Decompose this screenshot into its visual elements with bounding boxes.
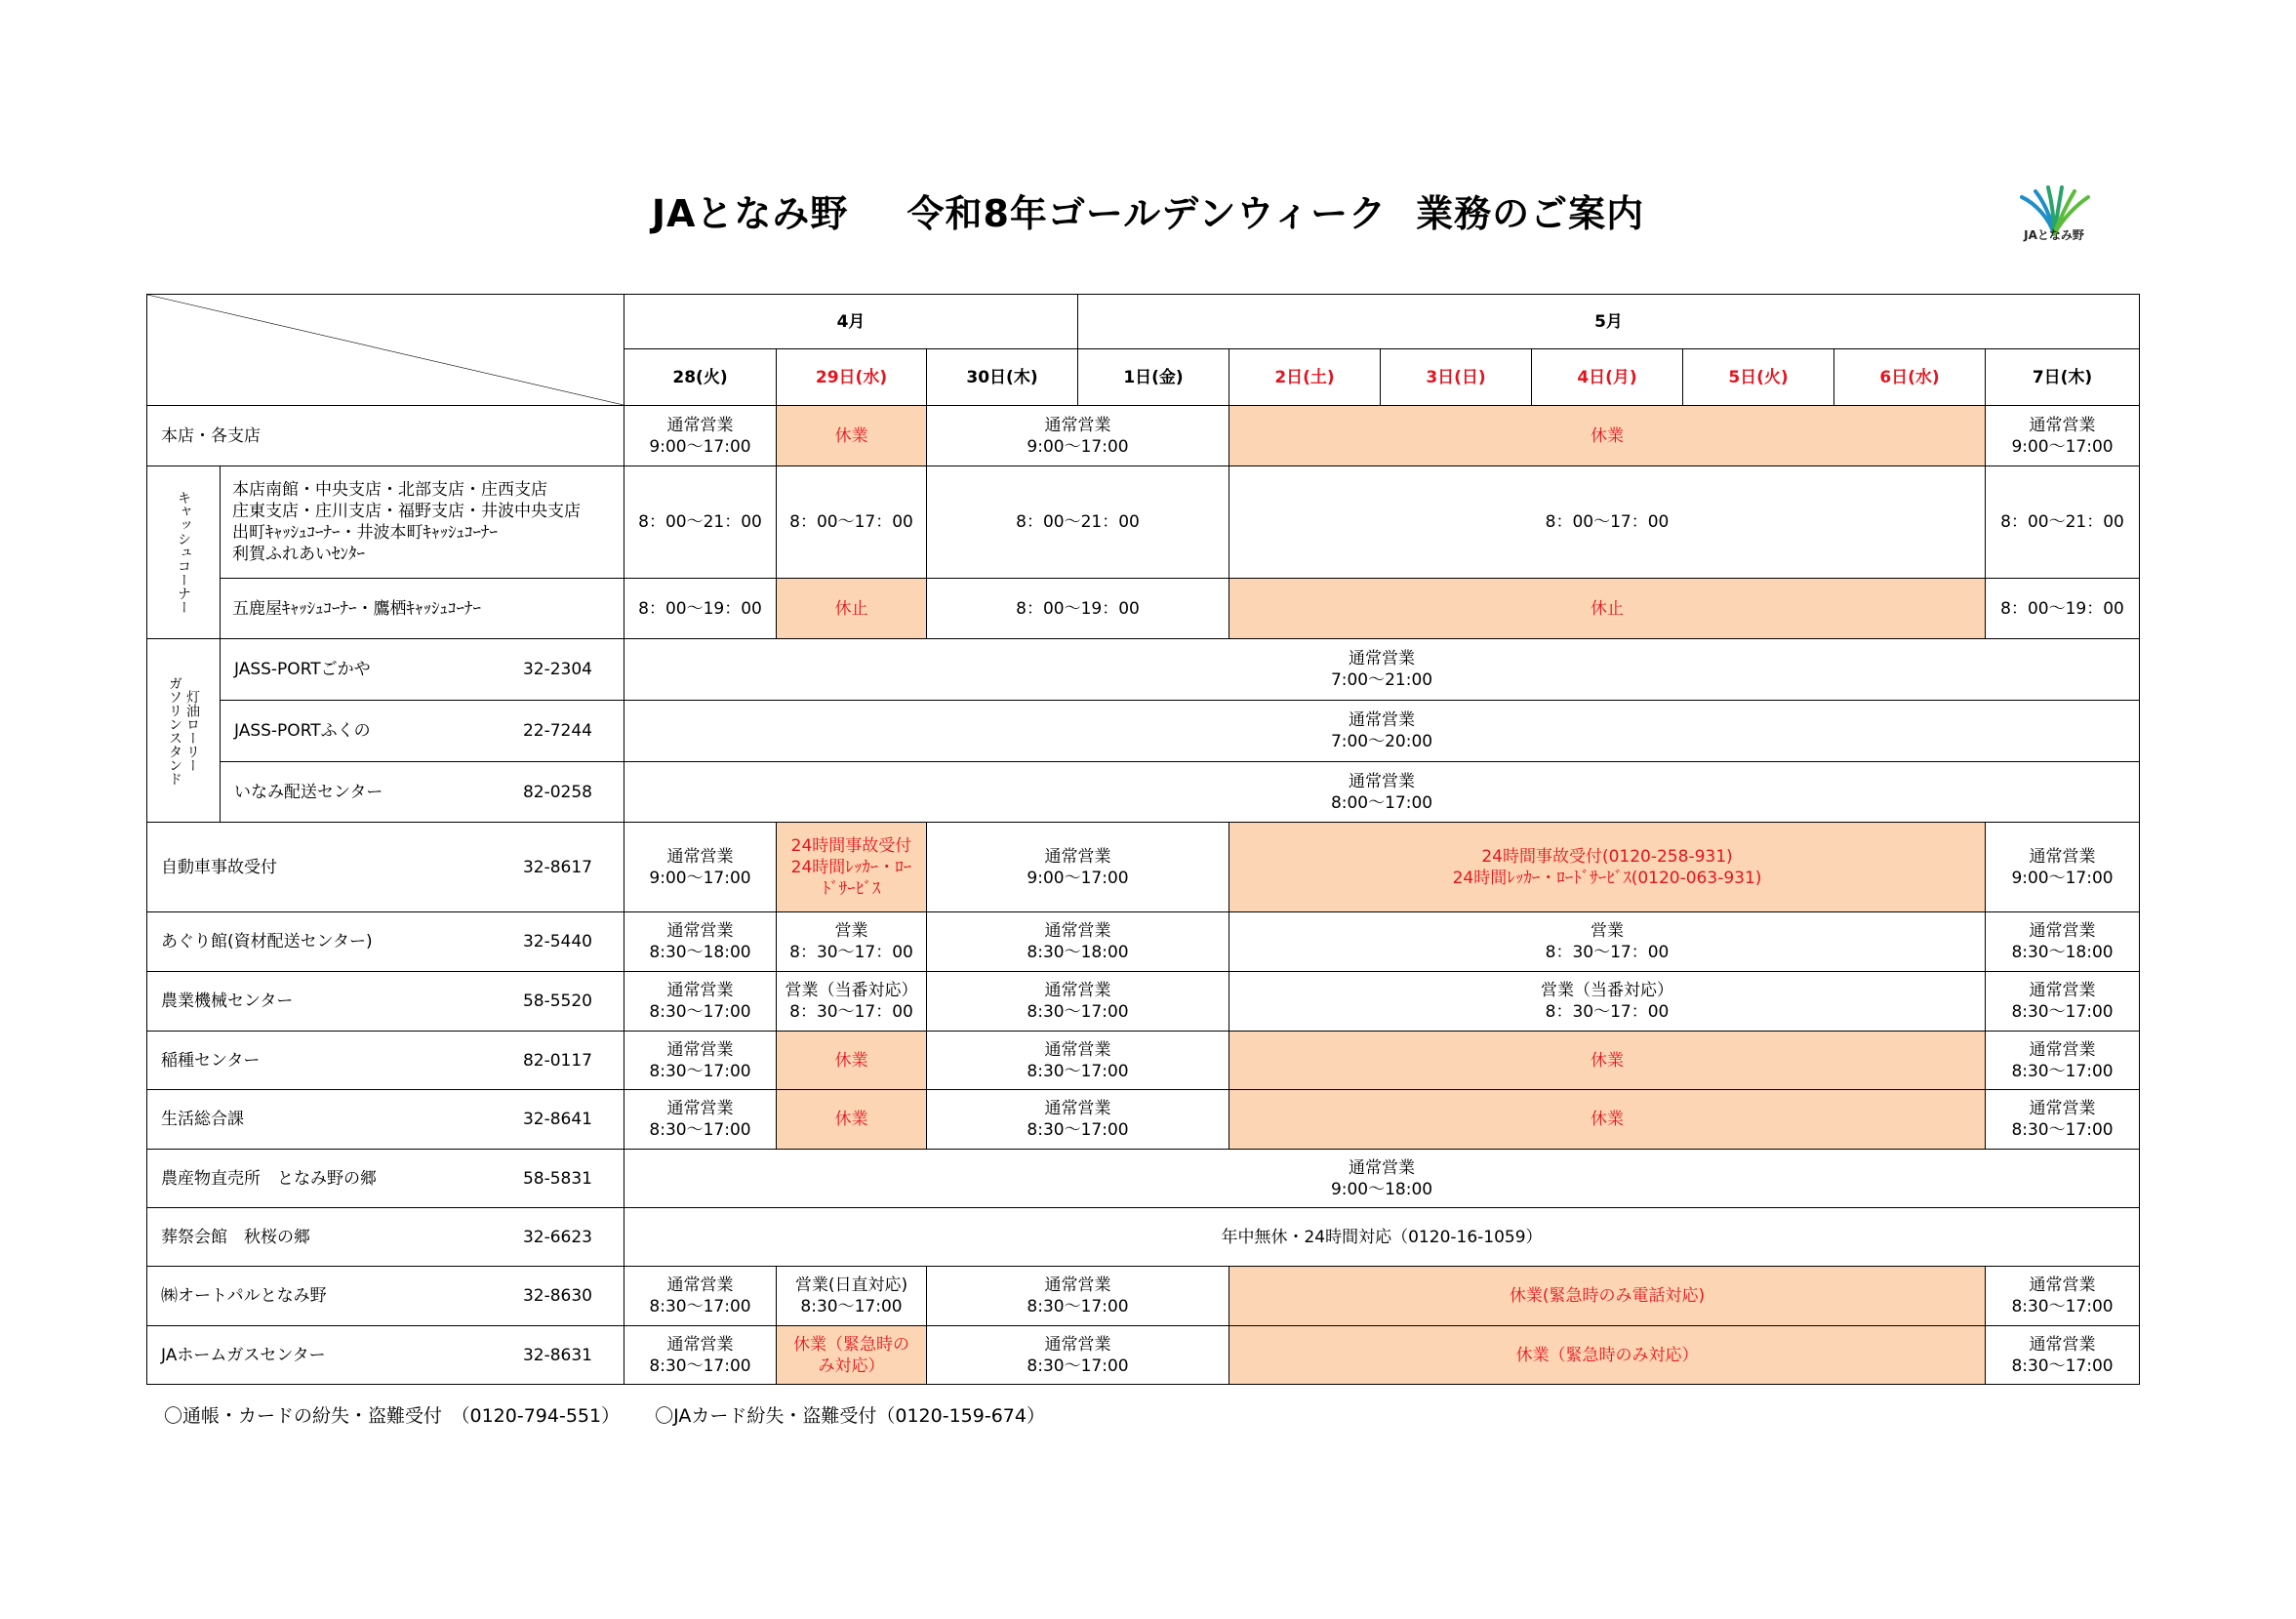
cell: 通常営業 7:00～20:00 [624, 701, 2140, 762]
cell: 通常営業 8:30～18:00 [624, 912, 777, 972]
phone-number: 58-5831 [522, 1168, 592, 1189]
table-row [147, 1208, 2140, 1267]
schedule-table [146, 294, 2140, 1385]
cell: 通常営業 9:00～17:00 [927, 823, 1229, 912]
row-label: 農産物直売所 となみ野の郷 58-5831 [147, 1150, 624, 1208]
title-period: 令和8年ゴールデンウィーク [906, 192, 1388, 235]
cell: 通常営業 8:30～17:00 [1986, 1090, 2140, 1150]
day-header: 4日(月) [1532, 349, 1683, 406]
cell: 8：00～21：00 [1986, 466, 2140, 579]
table-row [147, 579, 2140, 639]
cell: 通常営業 8:30～17:00 [624, 1090, 777, 1150]
cell-closed: 休業（緊急時の み対応） [777, 1326, 927, 1385]
note-lost-card: 〇通帳・カードの紛失・盗難受付 （0120-794-551） [164, 1405, 621, 1427]
table-row [147, 823, 2140, 912]
row-label: 本店南館・中央支店・北部支店・庄西支店 庄東支店・庄川支店・福野支店・井波中央支店 出町ｷｬｯｼｭｺｰﾅｰ・井波本町ｷｬｯｼｭｺｰﾅｰ 利賀ふれあいｾﾝﾀｰ [221, 466, 624, 579]
cell: 8：00～19：00 [624, 579, 777, 639]
phone-number: 22-7244 [522, 721, 592, 741]
cell: 通常営業 8:30～18:00 [1986, 912, 2140, 972]
footer-notes [164, 1401, 1045, 1428]
row-label: 五鹿屋ｷｬｯｼｭｺｰﾅｰ・鷹栖ｷｬｯｼｭｺｰﾅｰ [221, 579, 624, 639]
title-org: JAとなみ野 [651, 192, 849, 235]
cell: 通常営業 8:30～17:00 [1986, 972, 2140, 1032]
cell: 営業（当番対応） 8：30～17：00 [1229, 972, 1986, 1032]
cell: 8：00～21：00 [624, 466, 777, 579]
cell: 営業（当番対応） 8：30～17：00 [777, 972, 927, 1032]
cell: 8：00～19：00 [927, 579, 1229, 639]
cell-closed: 休業 [1229, 406, 1986, 466]
cell: 通常営業 9:00～17:00 [1986, 406, 2140, 466]
row-label: JASS-PORTふくの 22-7244 [221, 701, 624, 762]
cell-closed: 休業（緊急時のみ対応） [1229, 1326, 1986, 1385]
cell-closed: 休業 [777, 406, 927, 466]
table-row [147, 912, 2140, 972]
table-row [147, 762, 2140, 823]
day-header: 29日(水) [777, 349, 927, 406]
day-header: 2日(土) [1229, 349, 1381, 406]
group-label-cash: キャッシュコーナー [147, 466, 221, 639]
phone-number: 82-0117 [522, 1050, 592, 1071]
note-ja-card: 〇JAカード紛失・盗難受付（0120-159-674） [655, 1405, 1045, 1427]
cell: 通常営業 8:30～17:00 [927, 1090, 1229, 1150]
phone-number: 58-5520 [522, 992, 592, 1011]
cell: 営業 8：30～17：00 [1229, 912, 1986, 972]
cell: 8：00～21：00 [927, 466, 1229, 579]
cell: 営業 8：30～17：00 [777, 912, 927, 972]
day-header: 7日(木) [1986, 349, 2140, 406]
cell-closed: 休業 [777, 1090, 927, 1150]
table-row [147, 466, 2140, 579]
logo-text: JAとなみ野 [2024, 228, 2084, 242]
cell: 通常営業 9:00～17:00 [927, 406, 1229, 466]
row-label: ㈱オートパルとなみ野 32-8630 [147, 1267, 624, 1326]
phone-number: 32-8631 [522, 1345, 592, 1365]
table-row [147, 1326, 2140, 1385]
cell: 通常営業 9:00～17:00 [1986, 823, 2140, 912]
cell: 通常営業 8:30～17:00 [927, 1326, 1229, 1385]
title-subject: 業務のご案内 [1416, 192, 1645, 235]
cell: 8：00～19：00 [1986, 579, 2140, 639]
row-label: いなみ配送センター 82-0258 [221, 762, 624, 823]
table-row [147, 1090, 2140, 1150]
day-header: 5日(火) [1683, 349, 1834, 406]
phone-number: 82-0258 [522, 782, 592, 802]
row-label: 本店・各支店 [147, 406, 624, 466]
cell: 通常営業 8:30～17:00 [927, 1032, 1229, 1090]
table-row [147, 1150, 2140, 1208]
cell: 営業(日直対応) 8:30～17:00 [777, 1267, 927, 1326]
phone-number: 32-8617 [522, 857, 592, 877]
table-row [147, 639, 2140, 701]
cell: 通常営業 9:00～17:00 [624, 406, 777, 466]
day-header: 3日(日) [1381, 349, 1532, 406]
cell-closed: 休業 [777, 1032, 927, 1090]
cell-closed: 休業 [1229, 1090, 1986, 1150]
cell: 通常営業 8:00～17:00 [624, 762, 2140, 823]
table-row [147, 972, 2140, 1032]
day-header: 1日(金) [1078, 349, 1229, 406]
cell-closed: 休業(緊急時のみ電話対応) [1229, 1267, 1986, 1326]
row-label: 葬祭会館 秋桜の郷 32-6623 [147, 1208, 624, 1267]
day-header: 6日(水) [1834, 349, 1986, 406]
cell-closed: 休止 [777, 579, 927, 639]
cell: 通常営業 9:00～17:00 [624, 823, 777, 912]
group-label-gas: ガソリンスタンド 灯油ローリー [147, 639, 221, 823]
day-header: 28(火) [624, 349, 777, 406]
cell: 通常営業 8:30～17:00 [1986, 1032, 2140, 1090]
phone-number: 32-8630 [522, 1286, 592, 1306]
corner-cell [147, 295, 624, 406]
row-label: 生活総合課 32-8641 [147, 1090, 624, 1150]
cell-closed: 休業 [1229, 1032, 1986, 1090]
month-april: 4月 [624, 295, 1078, 349]
cell: 通常営業 8:30～17:00 [624, 1032, 777, 1090]
cell-closed: 24時間事故受付 24時間ﾚｯｶｰ・ﾛｰ ﾄﾞｻｰﾋﾞｽ [777, 823, 927, 912]
table-row [147, 1032, 2140, 1090]
phone-number: 32-6623 [522, 1227, 592, 1247]
cell: 通常営業 8:30～17:00 [927, 1267, 1229, 1326]
cell: 通常営業 9:00～18:00 [624, 1150, 2140, 1208]
cell: 通常営業 8:30～17:00 [927, 972, 1229, 1032]
row-label: JASS-PORTごかや 32-2304 [221, 639, 624, 701]
row-label: あぐり館(資材配送センター) 32-5440 [147, 912, 624, 972]
phone-number: 32-2304 [522, 660, 592, 679]
page-title [0, 183, 2296, 237]
month-may: 5月 [1078, 295, 2140, 349]
row-label: 自動車事故受付 32-8617 [147, 823, 624, 912]
table-row [147, 1267, 2140, 1326]
table-row [147, 406, 2140, 466]
cell: 通常営業 8:30～17:00 [624, 972, 777, 1032]
cell: 通常営業 7:00～21:00 [624, 639, 2140, 701]
cell: 通常営業 8:30～18:00 [927, 912, 1229, 972]
row-label: 稲種センター 82-0117 [147, 1032, 624, 1090]
cell: 8：00～17：00 [1229, 466, 1986, 579]
row-label: JAホームガスセンター 32-8631 [147, 1326, 624, 1385]
cell: 8：00～17：00 [777, 466, 927, 579]
cell: 通常営業 8:30～17:00 [1986, 1326, 2140, 1385]
phone-number: 32-5440 [522, 932, 592, 951]
phone-number: 32-8641 [522, 1110, 592, 1129]
day-header: 30日(木) [927, 349, 1078, 406]
cell-closed: 24時間事故受付(0120-258-931) 24時間ﾚｯｶｰ・ﾛｰﾄﾞｻｰﾋﾞｽ(0120-063-931) [1229, 823, 1986, 912]
cell: 通常営業 8:30～17:00 [1986, 1267, 2140, 1326]
cell: 通常営業 8:30～17:00 [624, 1326, 777, 1385]
cell-closed: 休止 [1229, 579, 1986, 639]
cell: 年中無休・24時間対応（0120-16-1059） [624, 1208, 2140, 1267]
cell: 通常営業 8:30～17:00 [624, 1267, 777, 1326]
row-label: 農業機械センター 58-5520 [147, 972, 624, 1032]
table-row [147, 701, 2140, 762]
